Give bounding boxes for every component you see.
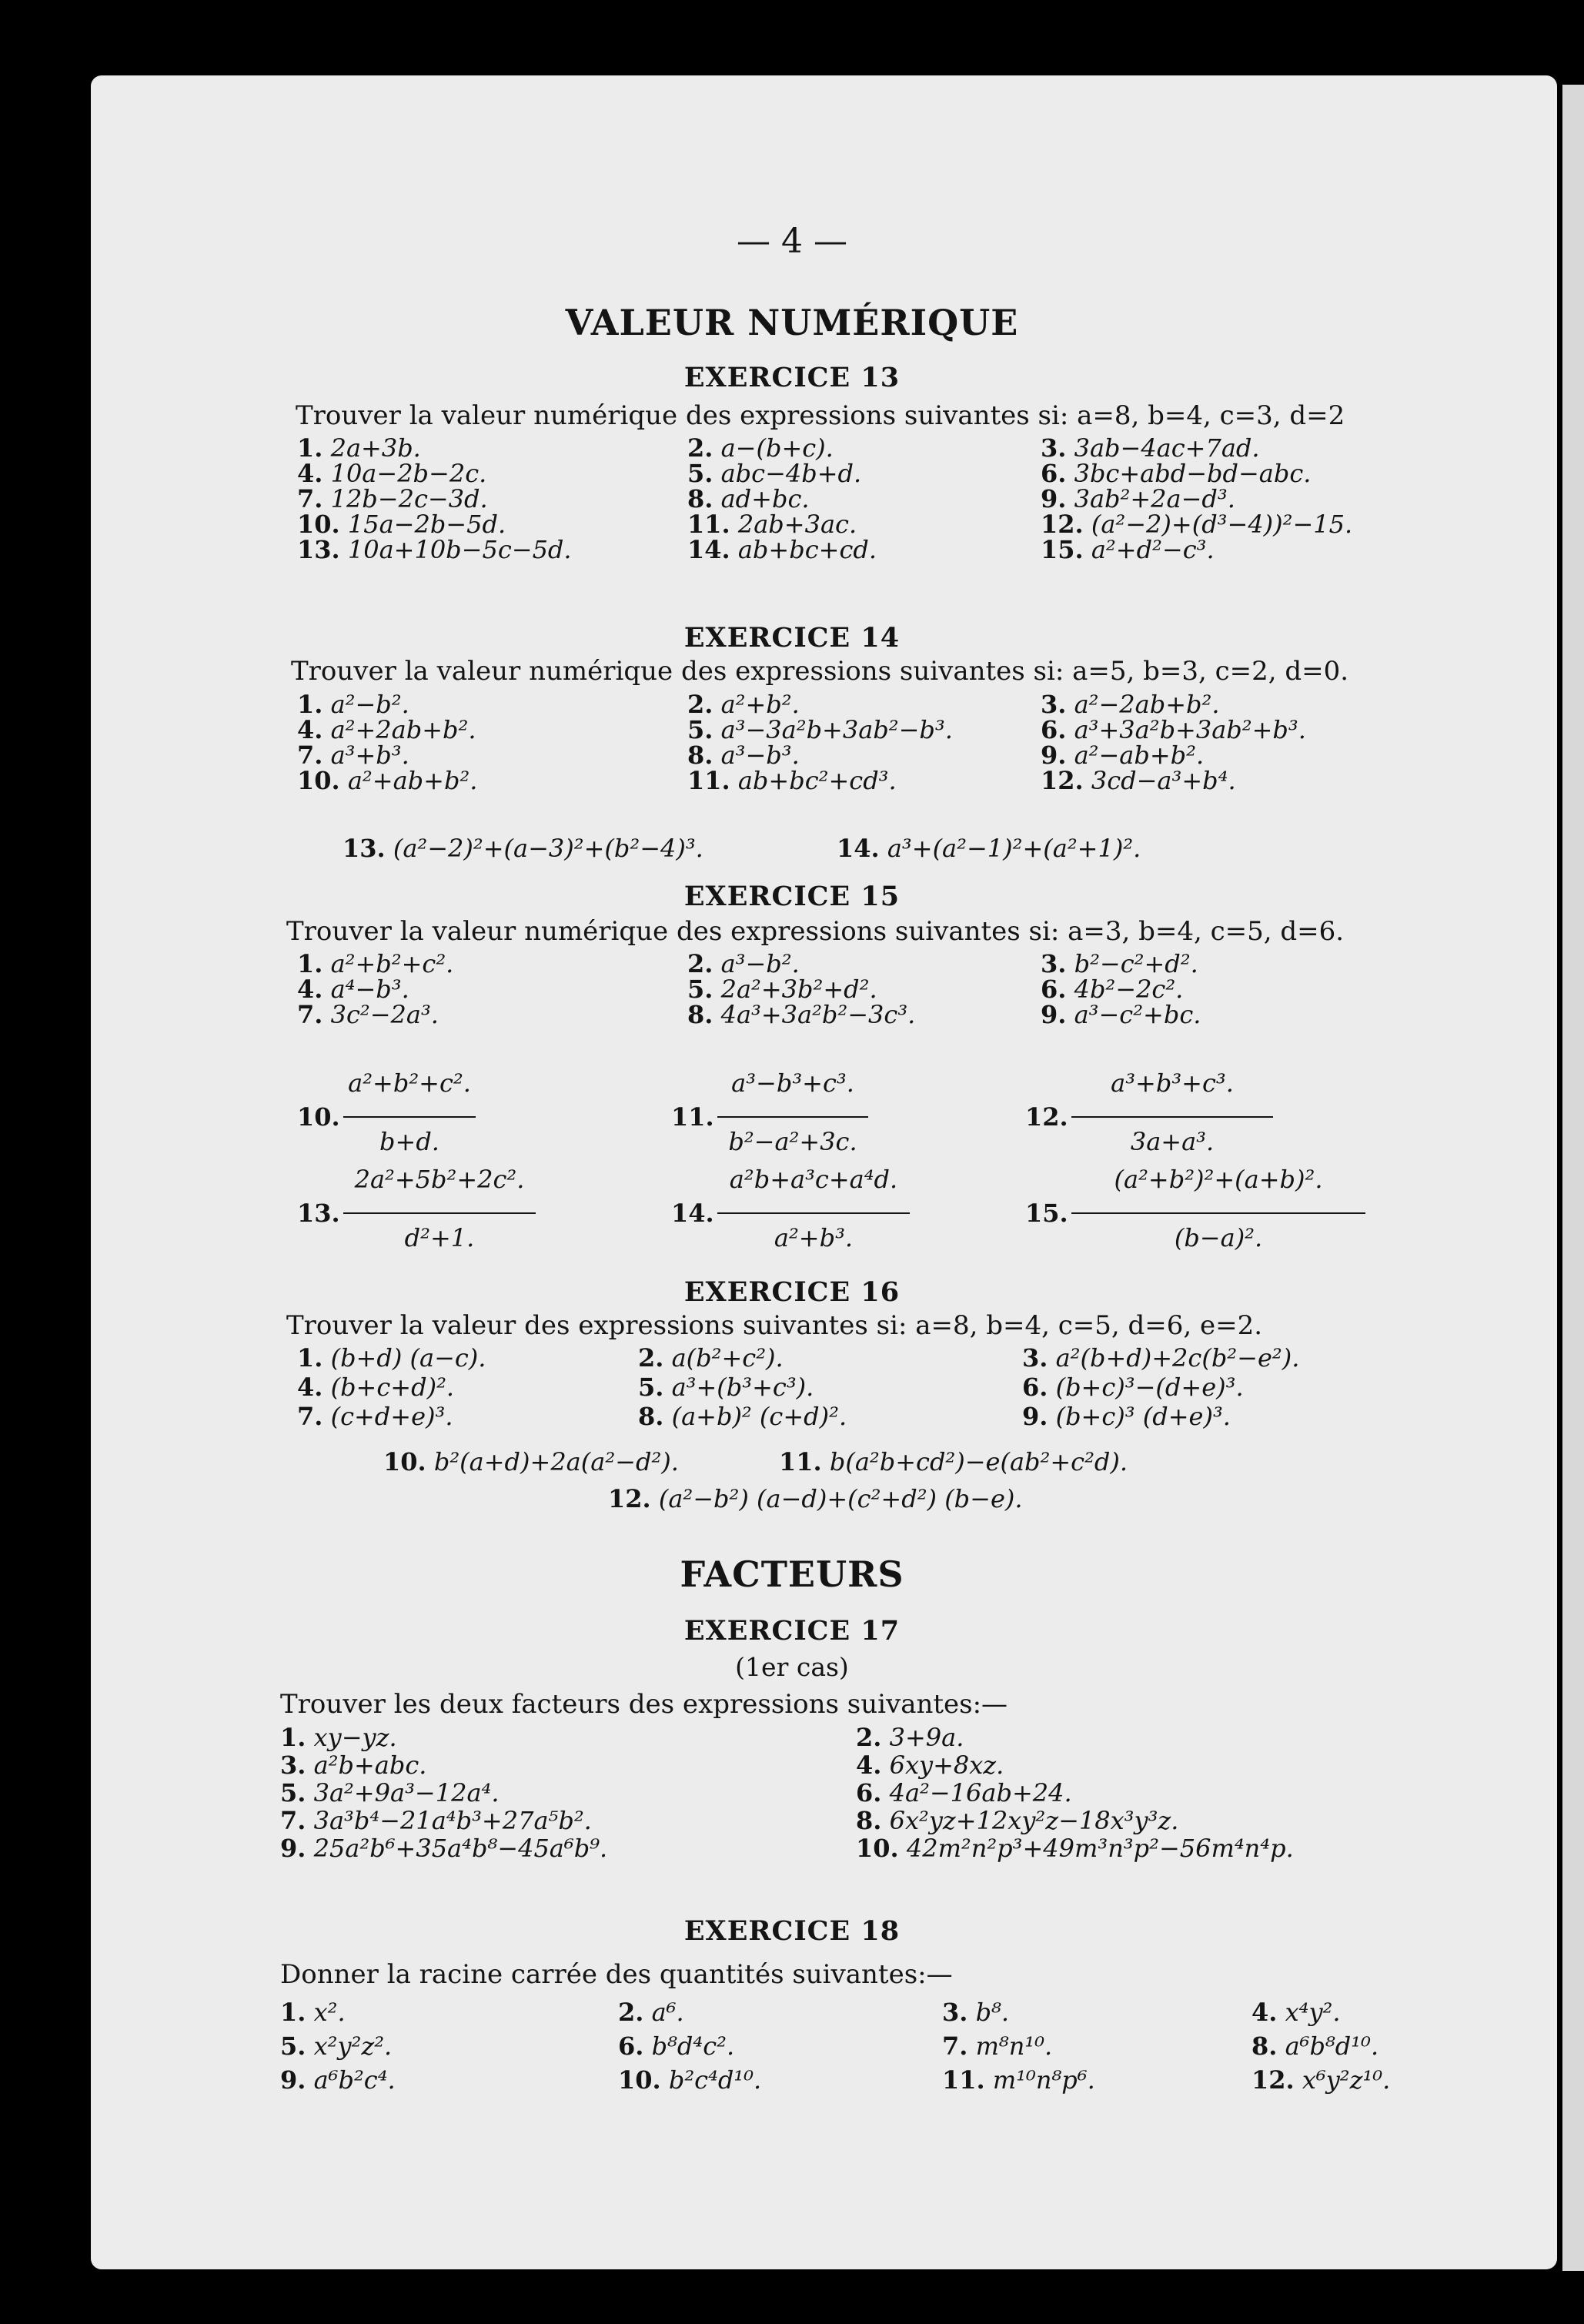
item-expression: 3c²−2a³. xyxy=(330,1000,439,1029)
ex18-item-10 xyxy=(618,2065,761,2095)
fraction-denominator: b²−a²+3c. xyxy=(728,1127,857,1156)
item-expression: a³+(a²−1)²+(a²+1)². xyxy=(887,834,1141,863)
item-expression: a⁶b²c⁴. xyxy=(313,2065,396,2095)
fraction-number xyxy=(1025,1199,1068,1228)
ex17-item-3 xyxy=(280,1751,426,1780)
ex13-item-15 xyxy=(1041,535,1215,564)
item-expression: a⁴−b³. xyxy=(330,975,409,1004)
ex17-item-6 xyxy=(856,1778,1072,1807)
exercise-14-title: EXERCICE 14 xyxy=(683,622,901,654)
item-number: 6. xyxy=(1041,715,1067,744)
item-expression: 15a−2b−5d. xyxy=(347,510,506,539)
item-number: 2. xyxy=(618,1998,644,2027)
item-expression: a²+ab+b². xyxy=(347,766,478,795)
ex18-item-2 xyxy=(618,1998,684,2027)
item-number: 4. xyxy=(297,459,323,488)
ex18-item-5 xyxy=(280,2031,392,2061)
fraction-number xyxy=(671,1102,714,1132)
item-number: 7. xyxy=(297,1000,323,1029)
item-number: 3. xyxy=(1022,1343,1048,1373)
item-number: 4. xyxy=(297,715,323,744)
ex16-item-4 xyxy=(297,1373,454,1402)
item-expression: 2a+3b. xyxy=(330,433,421,463)
item-number: 8. xyxy=(687,484,713,513)
ex18-item-3 xyxy=(942,1998,1009,2027)
item-expression: a²+d²−c³. xyxy=(1091,535,1215,564)
item-expression: 3cd−a³+b⁴. xyxy=(1091,766,1236,795)
fraction-numerator: a³+b³+c³. xyxy=(1111,1068,1234,1098)
item-expression: x². xyxy=(313,1998,346,2027)
item-number: 13. xyxy=(297,1199,340,1228)
item-expression: m¹⁰n⁸p⁶. xyxy=(992,2065,1095,2095)
item-expression: b⁸d⁴c². xyxy=(651,2031,735,2061)
item-expression: b²(a+d)+2a(a²−d²). xyxy=(433,1447,679,1476)
item-expression: ad+bc. xyxy=(720,484,810,513)
item-number: 5. xyxy=(687,459,713,488)
item-number: 6. xyxy=(1022,1373,1048,1402)
item-number: 13. xyxy=(343,834,386,863)
item-number: 6. xyxy=(618,2031,644,2061)
item-expression: 6xy+8xz. xyxy=(889,1751,1004,1780)
item-expression: ab+bc+cd. xyxy=(737,535,877,564)
item-number: 11. xyxy=(687,510,730,539)
item-expression: a³+(b³+c³). xyxy=(671,1373,814,1402)
item-number: 7. xyxy=(942,2031,968,2061)
item-expression: a²−2ab+b². xyxy=(1074,690,1220,719)
ex18-item-11 xyxy=(942,2065,1095,2095)
item-expression: 6x²yz+12xy²z−18x³y³z. xyxy=(889,1806,1179,1835)
item-number: 6. xyxy=(1041,975,1067,1004)
fraction-denominator: a²+b³. xyxy=(774,1223,854,1252)
fraction-denominator: d²+1. xyxy=(404,1223,475,1252)
item-number: 12. xyxy=(608,1484,651,1513)
item-expression: a³+b³. xyxy=(330,741,409,770)
page-number: — 4 — xyxy=(737,222,847,261)
item-number: 10. xyxy=(297,510,340,539)
ex18-item-4 xyxy=(1251,1998,1341,2027)
fraction-numerator: 2a²+5b²+2c². xyxy=(354,1165,525,1194)
ex16-item-3 xyxy=(1022,1343,1299,1373)
ex17-item-4 xyxy=(856,1751,1004,1780)
ex13-item-14 xyxy=(687,535,877,564)
exercise-13-instruction: Trouver la valeur numérique des expressions suivantes si: a=8, b=4, c=3, d=2 xyxy=(296,400,1345,431)
item-expression: 3ab−4ac+7ad. xyxy=(1074,433,1260,463)
item-number: 1. xyxy=(297,1343,323,1373)
ex16-item-9 xyxy=(1022,1402,1231,1431)
item-number: 12. xyxy=(1041,510,1084,539)
item-expression: x⁴y². xyxy=(1285,1998,1341,2027)
item-number: 4. xyxy=(297,1373,323,1402)
item-number: 11. xyxy=(942,2065,985,2095)
fraction-bar xyxy=(717,1116,868,1118)
ex17-item-1 xyxy=(280,1723,397,1752)
item-number: 15. xyxy=(1041,535,1084,564)
item-expression: a²+b²+c². xyxy=(330,949,454,978)
item-expression: x⁶y²z¹⁰. xyxy=(1302,2065,1391,2095)
item-number: 7. xyxy=(297,484,323,513)
fraction-number xyxy=(671,1199,714,1228)
exercise-15-title: EXERCICE 15 xyxy=(683,881,901,912)
exercise-14-instruction: Trouver la valeur numérique des expressions suivantes si: a=5, b=3, c=2, d=0. xyxy=(291,656,1349,687)
item-number: 2. xyxy=(687,433,713,463)
fraction-denominator: 3a+a³. xyxy=(1130,1127,1215,1156)
item-expression: ab+bc²+cd³. xyxy=(737,766,897,795)
ex14-item-12 xyxy=(1041,766,1236,795)
item-number: 6. xyxy=(856,1778,882,1807)
ex16-item-1 xyxy=(297,1343,486,1373)
item-expression: (a+b)² (c+d)². xyxy=(671,1402,847,1431)
ex16-item-12 xyxy=(608,1484,1023,1513)
ex14-item-14 xyxy=(837,834,1141,863)
ex18-item-6 xyxy=(618,2031,734,2061)
fraction-number xyxy=(297,1199,340,1228)
fraction-denominator: (b−a)². xyxy=(1174,1223,1263,1252)
item-expression: a³−c²+bc. xyxy=(1074,1000,1201,1029)
ex16-item-11 xyxy=(779,1447,1128,1476)
item-expression: (a²−b²) (a−d)+(c²+d²) (b−e). xyxy=(658,1484,1023,1513)
item-number: 3. xyxy=(1041,433,1067,463)
item-number: 14. xyxy=(687,535,730,564)
item-expression: abc−4b+d. xyxy=(720,459,862,488)
item-expression: a³−b². xyxy=(720,949,800,978)
item-number: 5. xyxy=(280,1778,306,1807)
ex17-item-7 xyxy=(280,1806,592,1835)
ex13-item-13 xyxy=(297,535,572,564)
item-number: 8. xyxy=(1251,2031,1278,2061)
item-expression: 2ab+3ac. xyxy=(737,510,857,539)
fraction-numerator: a³−b³+c³. xyxy=(731,1068,854,1098)
item-number: 2. xyxy=(687,949,713,978)
fraction-bar xyxy=(717,1212,910,1214)
item-number: 9. xyxy=(1041,741,1067,770)
item-number: 3. xyxy=(280,1751,306,1780)
exercise-18-title: EXERCICE 18 xyxy=(683,1915,901,1947)
exercise-17-subtitle: (1er cas) xyxy=(735,1652,849,1682)
item-expression: m⁸n¹⁰. xyxy=(975,2031,1053,2061)
item-number: 1. xyxy=(280,1998,306,2027)
item-number: 12. xyxy=(1041,766,1084,795)
ex15-item-7 xyxy=(297,1000,439,1029)
item-number: 14. xyxy=(671,1199,714,1228)
item-expression: x²y²z². xyxy=(313,2031,393,2061)
ex15-item-9 xyxy=(1041,1000,1201,1029)
ex16-item-7 xyxy=(297,1402,453,1431)
item-number: 10. xyxy=(856,1834,899,1863)
exercise-15-instruction: Trouver la valeur numérique des expressions suivantes si: a=3, b=4, c=5, d=6. xyxy=(286,916,1345,947)
item-number: 7. xyxy=(297,1402,323,1431)
fraction-number xyxy=(1025,1102,1068,1132)
item-number: 11. xyxy=(671,1102,714,1132)
section-title-valeur: VALEUR NUMÉRIQUE xyxy=(565,302,1019,343)
ex18-item-12 xyxy=(1251,2065,1390,2095)
item-expression: 4a²−16ab+24. xyxy=(889,1778,1072,1807)
item-number: 5. xyxy=(280,2031,306,2061)
item-number: 7. xyxy=(280,1806,306,1835)
item-number: 7. xyxy=(297,741,323,770)
item-number: 1. xyxy=(297,690,323,719)
item-expression: a³+3a²b+3ab²+b³. xyxy=(1074,715,1306,744)
item-number: 2. xyxy=(687,690,713,719)
ex18-item-1 xyxy=(280,1998,346,2027)
exercise-17-instruction: Trouver les deux facteurs des expressions suivantes:— xyxy=(280,1689,1008,1720)
item-number: 8. xyxy=(687,1000,713,1029)
ex17-item-5 xyxy=(280,1778,500,1807)
item-number: 9. xyxy=(280,1834,306,1863)
ex18-item-9 xyxy=(280,2065,396,2095)
item-number: 10. xyxy=(297,766,340,795)
item-expression: a³−b³. xyxy=(720,741,800,770)
item-number: 4. xyxy=(1251,1998,1278,2027)
exercise-13-title: EXERCICE 13 xyxy=(683,362,901,393)
item-expression: b(a²b+cd²)−e(ab²+c²d). xyxy=(829,1447,1128,1476)
ex16-item-2 xyxy=(638,1343,784,1373)
item-expression: 42m²n²p³+49m³n³p²−56m⁴n⁴p. xyxy=(906,1834,1294,1863)
item-number: 2. xyxy=(638,1343,664,1373)
item-expression: a⁶b⁸d¹⁰. xyxy=(1285,2031,1379,2061)
item-expression: 3ab²+2a−d³. xyxy=(1074,484,1235,513)
item-expression: (c+d+e)³. xyxy=(330,1402,453,1431)
item-number: 14. xyxy=(837,834,880,863)
item-expression: a²+2ab+b². xyxy=(330,715,476,744)
item-number: 10. xyxy=(297,1102,340,1132)
item-number: 11. xyxy=(687,766,730,795)
item-number: 3. xyxy=(942,1998,968,2027)
fraction-numerator: a²b+a³c+a⁴d. xyxy=(729,1165,898,1194)
ex14-item-13 xyxy=(343,834,703,863)
item-expression: a³−3a²b+3ab²−b³. xyxy=(720,715,953,744)
item-expression: b²−c²+d². xyxy=(1074,949,1198,978)
item-number: 2. xyxy=(856,1723,882,1752)
item-number: 12. xyxy=(1251,2065,1295,2095)
item-expression: 10a+10b−5c−5d. xyxy=(347,535,572,564)
ex18-item-7 xyxy=(942,2031,1052,2061)
fraction-bar xyxy=(343,1212,536,1214)
item-expression: a⁶. xyxy=(651,1998,684,2027)
exercise-17-title: EXERCICE 17 xyxy=(683,1615,901,1647)
item-expression: 4a³+3a²b²−3c³. xyxy=(720,1000,916,1029)
section-title-facteurs: FACTEURS xyxy=(680,1553,904,1595)
item-number: 1. xyxy=(297,949,323,978)
item-number: 9. xyxy=(1041,1000,1067,1029)
item-number: 9. xyxy=(280,2065,306,2095)
item-expression: a²(b+d)+2c(b²−e²). xyxy=(1055,1343,1300,1373)
ex16-item-6 xyxy=(1022,1373,1244,1402)
item-expression: (b+c)³ (d+e)³. xyxy=(1055,1402,1231,1431)
ex18-item-8 xyxy=(1251,2031,1378,2061)
item-expression: 2a²+3b²+d². xyxy=(720,975,877,1004)
ex17-item-8 xyxy=(856,1806,1178,1835)
item-expression: a²+b². xyxy=(720,690,800,719)
item-number: 8. xyxy=(687,741,713,770)
item-expression: (a²−2)+(d³−4))²−15. xyxy=(1091,510,1353,539)
item-number: 5. xyxy=(687,715,713,744)
item-expression: 4b²−2c². xyxy=(1074,975,1184,1004)
item-expression: b²c⁴d¹⁰. xyxy=(668,2065,762,2095)
ex16-item-5 xyxy=(638,1373,814,1402)
item-number: 4. xyxy=(856,1751,882,1780)
item-expression: (b+d) (a−c). xyxy=(330,1343,486,1373)
item-expression: 3a²+9a³−12a⁴. xyxy=(313,1778,500,1807)
ex17-item-2 xyxy=(856,1723,964,1752)
exercise-18-instruction: Donner la racine carrée des quantités suivantes:— xyxy=(280,1959,953,1990)
item-number: 6. xyxy=(1041,459,1067,488)
item-expression: 12b−2c−3d. xyxy=(330,484,488,513)
item-number: 12. xyxy=(1025,1102,1068,1132)
ex17-item-9 xyxy=(280,1834,607,1863)
item-expression: 3bc+abd−bd−abc. xyxy=(1074,459,1312,488)
item-expression: xy−yz. xyxy=(313,1723,397,1752)
fraction-number xyxy=(297,1102,340,1132)
item-expression: (b+c)³−(d+e)³. xyxy=(1055,1373,1244,1402)
item-number: 3. xyxy=(1041,949,1067,978)
item-expression: a²b+abc. xyxy=(313,1751,427,1780)
item-expression: (b+c+d)². xyxy=(330,1373,455,1402)
fraction-denominator: b+d. xyxy=(379,1127,439,1156)
exercise-16-instruction: Trouver la valeur des expressions suivantes si: a=8, b=4, c=5, d=6, e=2. xyxy=(286,1310,1263,1341)
ex14-item-10 xyxy=(297,766,477,795)
item-number: 9. xyxy=(1041,484,1067,513)
item-expression: a²−b². xyxy=(330,690,409,719)
item-expression: 3a³b⁴−21a⁴b³+27a⁵b². xyxy=(313,1806,592,1835)
item-number: 3. xyxy=(1041,690,1067,719)
item-number: 8. xyxy=(638,1402,664,1431)
item-expression: b⁸. xyxy=(975,1998,1010,2027)
item-number: 10. xyxy=(618,2065,661,2095)
ex16-item-8 xyxy=(638,1402,847,1431)
ex16-item-10 xyxy=(383,1447,679,1476)
fraction-numerator: (a²+b²)²+(a+b)². xyxy=(1114,1165,1323,1194)
exercise-16-title: EXERCICE 16 xyxy=(683,1276,901,1308)
fraction-bar xyxy=(1071,1212,1365,1214)
item-number: 15. xyxy=(1025,1199,1068,1228)
item-expression: 3+9a. xyxy=(889,1723,964,1752)
item-number: 4. xyxy=(297,975,323,1004)
fraction-bar xyxy=(343,1116,476,1118)
item-number: 10. xyxy=(383,1447,426,1476)
ex15-item-8 xyxy=(687,1000,915,1029)
item-number: 9. xyxy=(1022,1402,1048,1431)
item-expression: 25a²b⁶+35a⁴b⁸−45a⁶b⁹. xyxy=(313,1834,608,1863)
item-expression: (a²−2)²+(a−3)²+(b²−4)³. xyxy=(393,834,703,863)
item-expression: 10a−2b−2c. xyxy=(330,459,487,488)
ex17-item-10 xyxy=(856,1834,1294,1863)
item-expression: a−(b+c). xyxy=(720,433,834,463)
item-number: 5. xyxy=(687,975,713,1004)
item-number: 8. xyxy=(856,1806,882,1835)
item-expression: a(b²+c²). xyxy=(671,1343,784,1373)
item-number: 1. xyxy=(280,1723,306,1752)
item-number: 13. xyxy=(297,535,340,564)
item-number: 5. xyxy=(638,1373,664,1402)
fraction-numerator: a²+b²+c². xyxy=(348,1068,471,1098)
item-number: 11. xyxy=(779,1447,822,1476)
ex14-item-11 xyxy=(687,766,897,795)
item-number: 1. xyxy=(297,433,323,463)
item-expression: a²−ab+b². xyxy=(1074,741,1205,770)
fraction-bar xyxy=(1071,1116,1273,1118)
